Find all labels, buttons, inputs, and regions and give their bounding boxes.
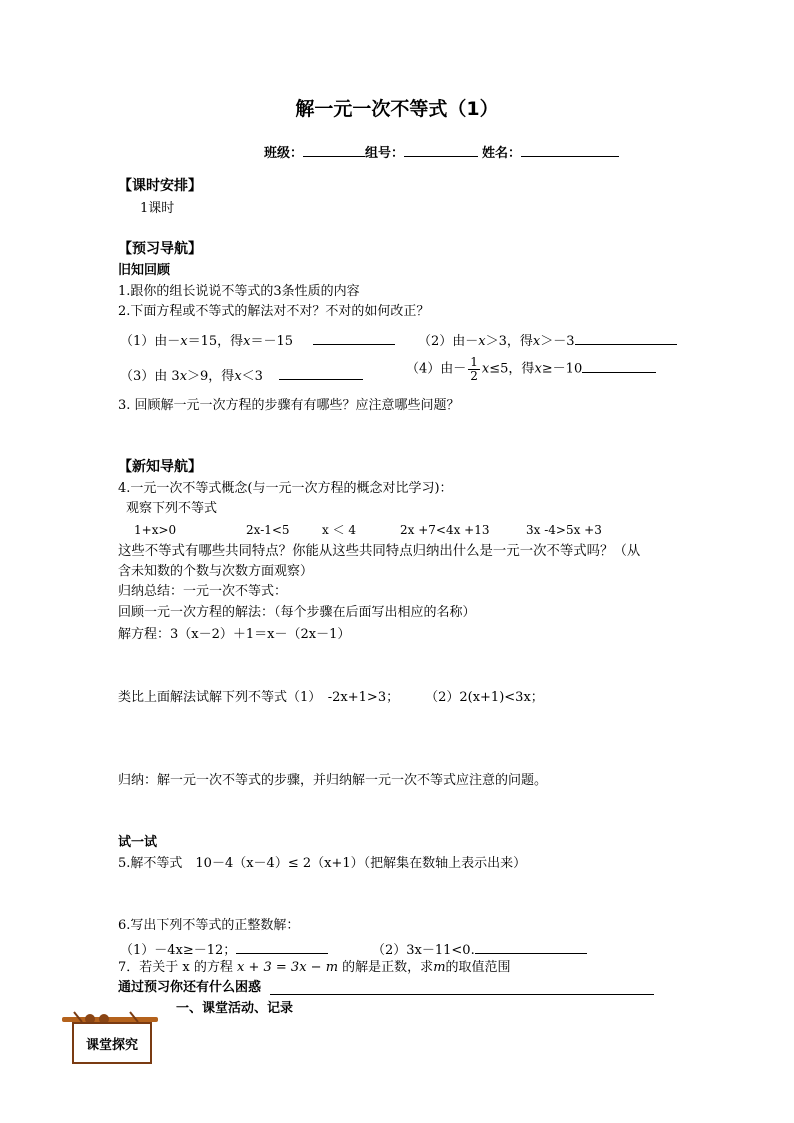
question-4-line-2: 含未知数的个数与次数方面观察） xyxy=(118,564,314,579)
question-2-item-2: （2）由－x＞3，得x＞－3 xyxy=(418,330,677,350)
logo-frame xyxy=(72,1022,152,1064)
question-3: 3. 回顾解一元一次方程的步骤有有哪些？应注意哪些问题？ xyxy=(118,398,460,413)
question-8: 通过预习你还有什么困惑 xyxy=(118,980,262,995)
question-1: 1.跟你的组长说说不等式的3条性质的内容 xyxy=(118,284,360,299)
inequality-5: 3x -4>5x +3 xyxy=(526,523,602,537)
analogy-text: 类比上面解法试解下列不等式（1） -2x+1>3； （2）2(x+1)<3x； xyxy=(118,690,544,705)
try-heading: 试一试 xyxy=(118,835,158,850)
question-7: 7．若关于 x 的方程 x + 3 = 3x − m 的解是正数，求m的取值范围 xyxy=(118,960,511,975)
inequality-4: 2x +7<4x +13 xyxy=(400,523,490,537)
answer-blank-4[interactable] xyxy=(582,358,656,373)
schedule-heading: 【课时安排】 xyxy=(118,178,202,194)
answer-blank-5[interactable] xyxy=(236,939,328,954)
answer-blank-1[interactable] xyxy=(313,330,395,345)
preview-heading: 【预习导航】 xyxy=(118,241,202,257)
group-label: 组号： xyxy=(365,146,405,161)
review-method-text: 回顾一元一次方程的解法：（每个步骤在后面写出相应的名称） xyxy=(118,605,476,620)
review-title: 旧知回顾 xyxy=(118,263,171,278)
question-2-item-4: （4）由－ $\frac{1}{2}$ x≤5，得x≥－10 xyxy=(406,356,656,382)
class-activity-heading: 一、课堂活动、记录 xyxy=(176,1001,294,1016)
solve-equation: 解方程：3（x－2）＋1＝x－（2x－1） xyxy=(118,627,351,642)
answer-blank-6[interactable] xyxy=(475,939,587,954)
question-2-item-3: （3）由 3x＞9，得x＜3 xyxy=(120,365,363,385)
question-6-item-1: （1）－4x≥－12； xyxy=(120,939,328,959)
header-fields xyxy=(264,142,619,162)
question-6-item-2: （2）3x－11<0. xyxy=(372,939,587,959)
inequality-3: x ＜ 4 xyxy=(322,523,357,537)
question-4: 4.一元一次不等式概念(与一元一次方程的概念对比学习)： xyxy=(118,481,453,496)
class-label: 班级： xyxy=(264,146,304,161)
class-explore-logo xyxy=(60,1008,160,1068)
name-blank[interactable] xyxy=(521,142,619,157)
question-2: 2.下面方程或不等式的解法对不对？不对的如何改正？ xyxy=(118,304,430,319)
newknow-heading: 【新知导航】 xyxy=(118,459,202,475)
conclude-text: 归纳：解一元一次不等式的步骤，并归纳解一元一次不等式应注意的问题。 xyxy=(118,773,548,788)
name-label: 姓名： xyxy=(482,146,522,161)
question-7-equation: x + 3 = 3x − m xyxy=(237,960,339,975)
question-2-item-1: （1）由－x＝15，得x＝－15 xyxy=(120,330,395,350)
schedule-text: 1课时 xyxy=(140,201,175,216)
question-8-answer-line[interactable] xyxy=(270,994,654,995)
answer-blank-2[interactable] xyxy=(575,330,677,345)
answer-blank-3[interactable] xyxy=(279,365,363,380)
question-5: 5.解不等式 10－4（x－4）≤ 2（x+1）（把解集在数轴上表示出来） xyxy=(118,856,527,871)
group-blank[interactable] xyxy=(404,142,478,157)
page-title: 解一元一次不等式（1） xyxy=(295,98,499,120)
observe-text: 观察下列不等式 xyxy=(126,501,218,516)
logo-text: 课堂探究 xyxy=(85,1038,138,1053)
fraction-one-half: $\frac{1}{2}$ xyxy=(470,355,478,383)
class-blank[interactable] xyxy=(303,142,365,157)
question-6: 6.写出下列不等式的正整数解： xyxy=(118,918,300,933)
question-4-line-1: 这些不等式有哪些共同特点？你能从这些共同特点归纳出什么是一元一次不等式吗？（从 xyxy=(118,544,641,559)
inequality-1: 1+x>0 xyxy=(134,523,177,537)
summary-text: 归纳总结：一元一次不等式： xyxy=(118,584,288,599)
inequality-2: 2x-1<5 xyxy=(246,523,290,537)
